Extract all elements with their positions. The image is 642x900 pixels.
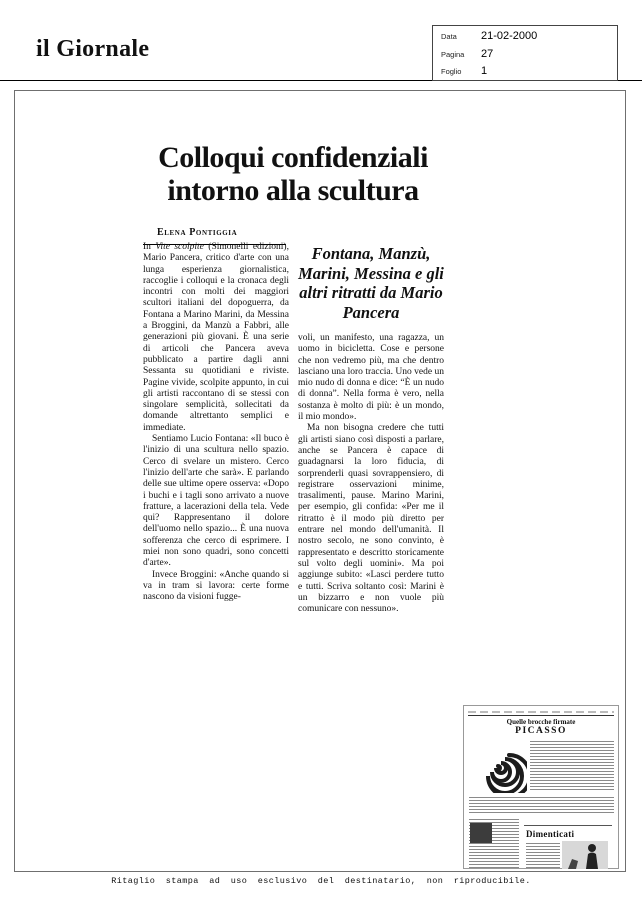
page-label: Pagina bbox=[441, 49, 465, 59]
picasso-ceramic-image bbox=[469, 741, 527, 793]
mini-section-rule bbox=[524, 825, 612, 826]
article-paragraph: Invece Broggini: «Anche quando si va in tram si lavora: certe forme nascono da visioni fugge- bbox=[143, 569, 289, 603]
article-byline: Elena Pontiggia bbox=[157, 227, 238, 238]
clipping-info-box bbox=[432, 25, 618, 81]
article-paragraph: Ma non bisogna credere che tutti gli artisti siano così disposti a parlare, anche se Pancera è capace di guadagnarsi la loro fiducia, di sorprenderli quasi sovrappensiero, di registrare osservazioni minime, trasalimenti, pause. Marino Marini, per esempio, gli confida: «Per me il ritratto è il modo più diretto per entrare nel mondo dell'umanità. Il nostro secolo, ne sono convinto, è rappresentato e descritto storicamente sul volto degli uomini». Ma poi aggiunge subito: «Lasci perdere tutto e tutti. Scriva soltanto così: Marini è un bizzarro e non vuole più comunicare con nessuno». bbox=[298, 423, 444, 615]
clipping-frame bbox=[14, 90, 626, 872]
mini-text-block bbox=[469, 797, 614, 813]
sheet-label: Foglio bbox=[441, 67, 462, 76]
paragraph-body: (Simonelli edizioni), Mario Pancera, critico d'arte con una lunga esperienza giornalistica, raccoglie i colloqui e la cronaca degli incontri con molti dei maggiori scultori italiani del dopoguerra, da Fontana a Marino Marini, da Messina a Broggini, da Manzù a Fabbri, alle generazioni più giovani. È una serie di articoli che Pancera aveva pubblicato a partire dagli anni Sessanta su quotidiani e riviste. Pagine vivide, scolpite appunto, in cui gli artisti raccontano di se stessi con singolare semplicità, sollecitati da domande altrettanto semplici e immediate. bbox=[143, 242, 289, 433]
article-paragraph bbox=[143, 242, 289, 434]
article-title bbox=[137, 141, 449, 207]
info-row-sheet bbox=[441, 65, 609, 77]
article-paragraph: voli, un manifesto, una ragazza, un uomo in bicicletta. Cose e persone che non vedremo più, ma che dentro lasciano una loro traccia. Uno vede un mio nudo di donna e dice: “È un nudo di donna”. Nella forma è vero, nella sostanza è molto di più: è un mondo, il mio mondo». bbox=[298, 333, 444, 423]
mini-headline-name: PICASSO bbox=[515, 726, 567, 736]
article-column-left bbox=[143, 242, 289, 615]
date-label: Data bbox=[441, 32, 457, 41]
article-columns bbox=[143, 242, 445, 615]
article-column-right bbox=[298, 242, 444, 615]
mini-photo-block bbox=[470, 823, 492, 843]
article-title-line2: intorno alla scultura bbox=[167, 174, 419, 207]
info-row-date bbox=[441, 30, 609, 42]
mini-text-block bbox=[526, 843, 560, 869]
pull-quote: Fontana, Manzù, Marini, Messina e gli altri ritratti da Mario Pancera bbox=[298, 244, 444, 322]
mini-text-block bbox=[530, 741, 614, 791]
secondary-clipping-thumbnail bbox=[463, 705, 619, 869]
mini-masthead-rule bbox=[468, 709, 614, 716]
article-title-line1: Colloqui confidenziali bbox=[158, 141, 428, 174]
info-row-page bbox=[441, 48, 609, 60]
date-value: 21-02-2000 bbox=[481, 30, 538, 42]
newspaper-masthead: il Giornale bbox=[36, 36, 150, 62]
mini-headline-bottom: Dimenticati bbox=[526, 829, 575, 839]
sheet-value: 1 bbox=[481, 65, 488, 77]
page-value: 27 bbox=[481, 47, 494, 60]
figure-photo bbox=[562, 841, 608, 869]
paragraph-lead: In bbox=[143, 242, 156, 252]
mini-page-body bbox=[468, 739, 614, 871]
book-title-italic: Vite scolpite bbox=[155, 242, 204, 252]
mini-headline-kicker: Quelle brocche firmate bbox=[506, 718, 576, 726]
footer-disclaimer: Ritaglio stampa ad uso esclusivo del destinatario, non riproducibile. bbox=[111, 876, 531, 886]
article-paragraph: Sentiamo Lucio Fontana: «Il buco è l'inizio di una scultura nello spazio. Cerco di svelare un mistero. Cerco l'inizio dell'arte che sarà». E parlando delle sue ultime opere osserva: «Dopo i buchi e i tagli sono arrivato a nuove fratture, a lacerazioni della tela. Vede qui? Rappresentano il dolore dell'uomo nello spazio... È una nuova sofferenza che cerco di esprimere. I miei non sono quadri, sono concetti d'arte». bbox=[143, 434, 289, 569]
